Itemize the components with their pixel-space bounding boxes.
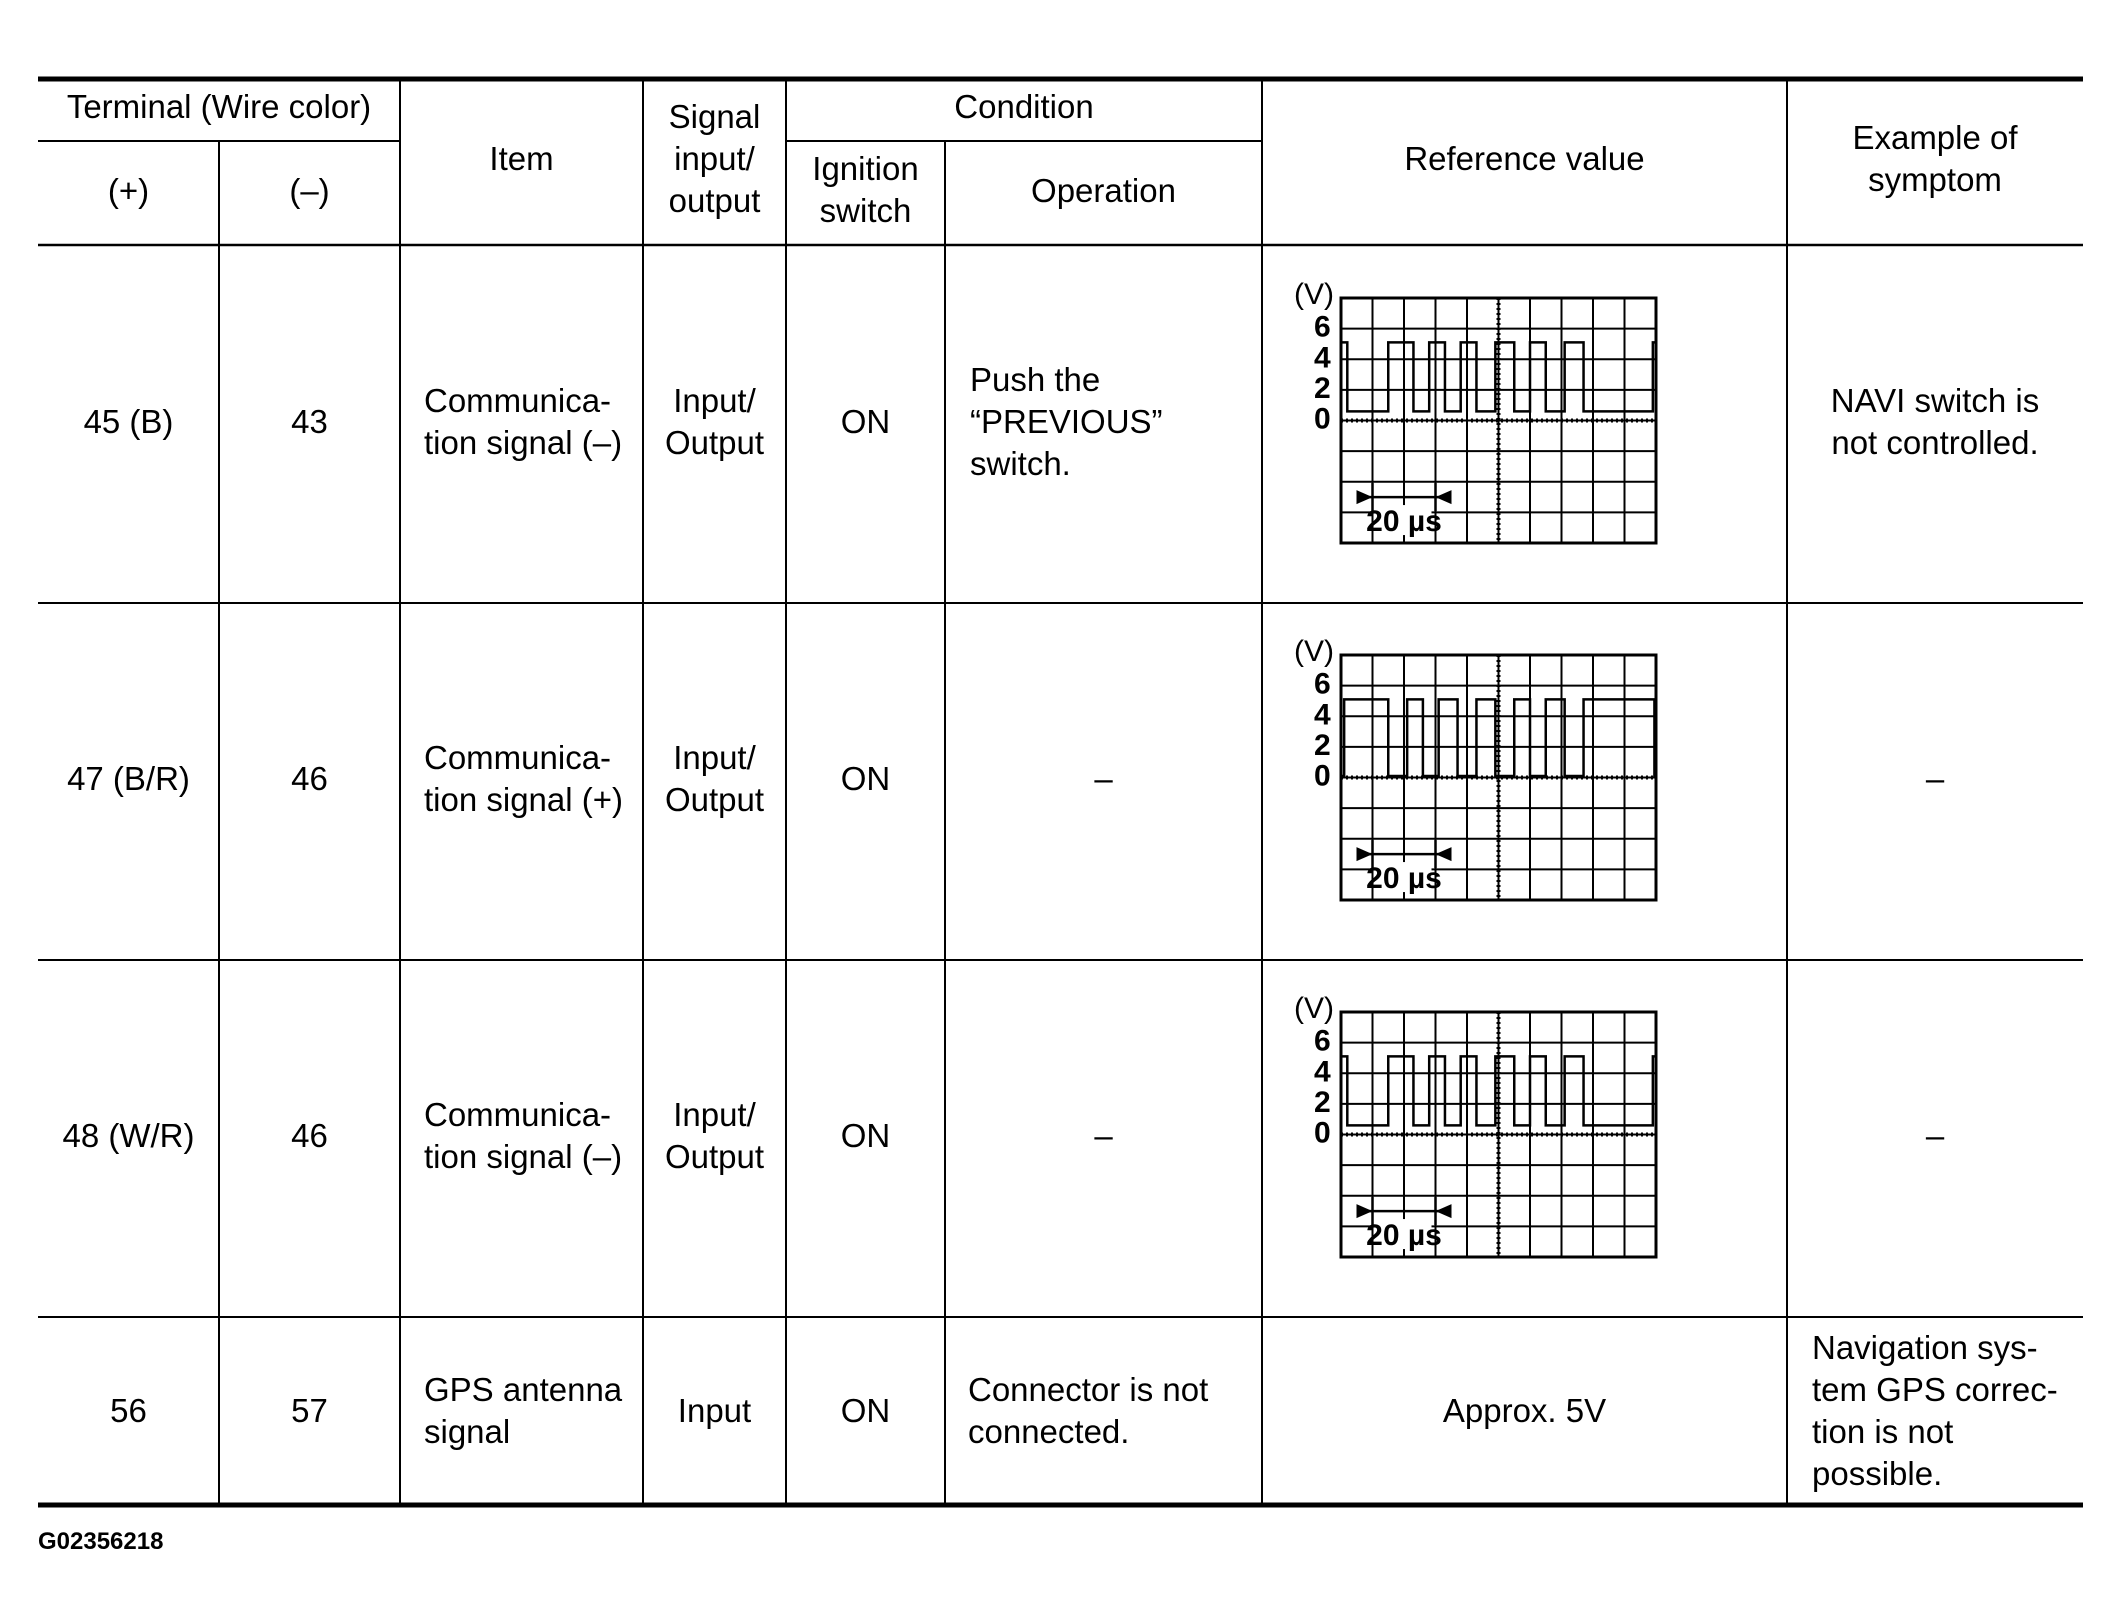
row2-io-line-2: Output [664,781,765,818]
scope-y-tick: 6 [1314,1024,1331,1058]
oscilloscope-waveform-row3 [1280,989,1680,1279]
scope-arrow-left-icon [1436,847,1452,861]
row4-ignition: ON [840,1392,891,1429]
row2-item-line-1: Communica- [424,739,612,776]
row1-io-line-2: Output [664,424,765,461]
scope-y-tick: 4 [1314,698,1331,732]
row4-operation-line-2: connected. [968,1413,1130,1450]
header-symptom-line-1: Example of [1852,119,2018,156]
row2-item-line-2: tion signal (+) [424,781,624,818]
header-signal-line-3: output [668,182,761,219]
row1-operation-line-1: Push the [970,361,1101,398]
oscilloscope-waveform-row2 [1280,632,1680,922]
row3-symptom: – [1925,1117,1945,1154]
scope-y-tick: 0 [1314,759,1331,793]
oscilloscope-waveform-row1 [1280,275,1680,565]
scope-y-tick: 6 [1314,310,1331,344]
row3-ignition: ON [840,1117,891,1154]
header-plus: (+) [107,172,150,209]
row4-symptom-line-4: possible. [1812,1455,1943,1492]
row3-item-line-1: Communica- [424,1096,612,1133]
row2-io-line-1: Input/ [673,739,756,776]
scope-time-label: 20 µs [1366,505,1442,539]
row1-operation-line-2: “PREVIOUS” [970,403,1163,440]
row1-item-line-1: Communica- [424,382,612,419]
scope-y-tick: 6 [1314,667,1331,701]
row3-io-line-1: Input/ [673,1096,756,1133]
header-terminal-wire-color: Terminal (Wire color) [66,88,372,125]
row2-operation: – [1094,760,1113,797]
row4-item-line-2: signal [424,1413,511,1450]
row1-io-line-1: Input/ [673,382,756,419]
header-reference-value: Reference value [1404,140,1645,177]
scope-volt-unit: (V) [1294,635,1334,668]
row3-operation: – [1094,1117,1113,1154]
scope-volt-unit: (V) [1294,278,1334,311]
row2-plus: 47 (B/R) [67,760,190,797]
scope-y-tick: 2 [1314,371,1331,405]
row1-symptom-line-2: not controlled. [1831,424,2039,461]
header-operation: Operation [1031,172,1176,209]
scope-y-tick: 0 [1314,1116,1331,1150]
row4-item-line-1: GPS antenna [424,1371,623,1408]
scope-y-tick: 2 [1314,1085,1331,1119]
scope-y-tick: 4 [1314,341,1331,375]
scope-y-tick: 2 [1314,728,1331,762]
scope-y-tick: 4 [1314,1055,1331,1089]
row4-operation-line-1: Connector is not [968,1371,1209,1408]
scope-arrow-left-icon [1436,1204,1452,1218]
scope-arrow-right-icon [1357,490,1373,504]
scope-time-label: 20 µs [1366,1219,1442,1253]
row1-plus: 45 (B) [83,403,174,440]
scope-volt-unit: (V) [1294,992,1334,1025]
header-minus: (–) [289,172,330,209]
row4-minus: 57 [291,1392,328,1429]
row3-plus: 48 (W/R) [62,1117,195,1154]
row1-symptom-line-1: NAVI switch is [1830,382,2040,419]
header-ignition-line-1: Ignition [812,150,919,187]
row3-io-line-2: Output [664,1138,765,1175]
header-signal-line-1: Signal [668,98,761,135]
row1-minus: 43 [291,403,328,440]
row3-minus: 46 [291,1117,328,1154]
row4-symptom-line-2: tem GPS correc- [1812,1371,2058,1408]
row4-symptom-line-1: Navigation sys- [1812,1329,2038,1366]
scope-arrow-right-icon [1357,1204,1373,1218]
row3-item-line-2: tion signal (–) [424,1138,623,1175]
scope-arrow-right-icon [1357,847,1373,861]
header-signal-line-2: input/ [674,140,755,177]
header-condition: Condition [954,88,1094,125]
row4-io: Input [677,1392,752,1429]
row2-minus: 46 [291,760,328,797]
row4-symptom-line-3: tion is not [1812,1413,1954,1450]
row4-reference: Approx. 5V [1442,1392,1607,1429]
scope-time-label: 20 µs [1366,862,1442,896]
row4-plus: 56 [110,1392,147,1429]
row1-ignition: ON [840,403,891,440]
header-ignition-line-2: switch [819,192,912,229]
scope-y-tick: 0 [1314,402,1331,436]
row2-symptom: – [1925,760,1945,797]
row2-ignition: ON [840,760,891,797]
row1-operation-line-3: switch. [970,445,1071,482]
header-item: Item [489,140,554,177]
header-symptom-line-2: symptom [1868,161,2002,198]
row1-item-line-2: tion signal (–) [424,424,623,461]
figure-id: G02356218 [38,1528,164,1555]
scope-arrow-left-icon [1436,490,1452,504]
